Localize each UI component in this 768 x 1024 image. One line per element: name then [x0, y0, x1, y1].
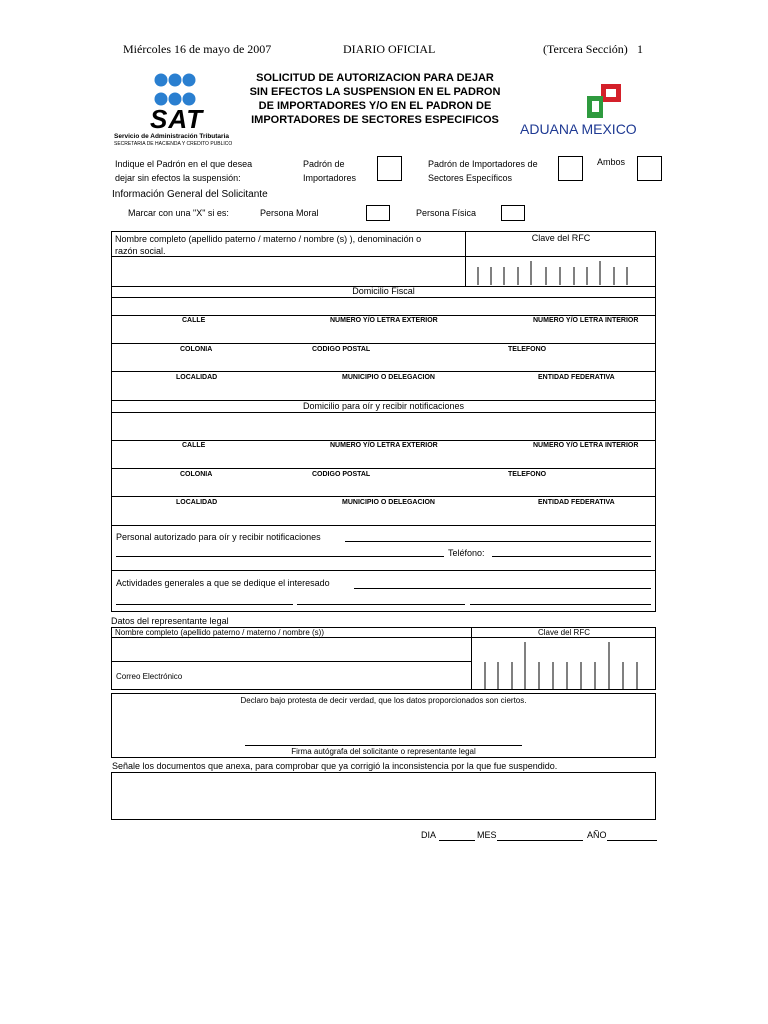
fiscal-municipio-label: MUNICIPIO O DELEGACION	[342, 374, 435, 381]
title-line-3: DE IMPORTADORES Y/O EN EL PADRON DE	[258, 100, 492, 112]
opt1-line1: Padrón de	[303, 159, 345, 169]
checkbox-persona-fisica[interactable]	[501, 205, 525, 221]
general-info-heading: Información General del Solicitante	[112, 189, 268, 200]
legal-rep-email-label: Correo Electrónico	[116, 672, 183, 681]
legal-rep-rfc-field[interactable]	[472, 638, 655, 689]
header-publication: DIARIO OFICIAL	[343, 42, 436, 56]
authorized-phone-input[interactable]	[492, 556, 651, 557]
date-dia-label: DIA	[421, 830, 437, 840]
checkbox-padron-importadores[interactable]	[377, 156, 402, 181]
fiscal-calle-label: CALLE	[182, 317, 206, 324]
fiscal-rule-3	[111, 343, 656, 344]
authorized-label: Personal autorizado para oír y recibir notificaciones	[116, 532, 321, 542]
notif-rule-5	[111, 525, 656, 526]
aduana-logo	[518, 84, 653, 140]
notif-num-int-label: NUMERO Y/O LETRA INTERIOR	[533, 442, 639, 449]
fiscal-cp-label: CODIGO POSTAL	[312, 346, 371, 353]
sat-dots-icon	[152, 72, 198, 108]
sat-line1: Servicio de Administración Tributaria	[114, 133, 229, 140]
notif-num-ext-label: NUMERO Y/O LETRA EXTERIOR	[330, 442, 438, 449]
legal-rep-rfc-ticks	[472, 638, 655, 689]
fiscal-entidad-label: ENTIDAD FEDERATIVA	[538, 374, 615, 381]
notif-localidad-field[interactable]	[112, 481, 655, 496]
signature-line[interactable]	[245, 745, 522, 746]
opt1-line2: Importadores	[303, 173, 357, 183]
notif-calle-label: CALLE	[182, 442, 206, 449]
activities-input-4[interactable]	[470, 604, 651, 605]
title-line-1: SOLICITUD DE AUTORIZACION PARA DEJAR	[256, 72, 494, 84]
opt2-line2: Sectores Específicos	[428, 173, 513, 183]
applicant-name-field[interactable]	[112, 257, 464, 285]
legal-rep-name-field[interactable]	[112, 638, 470, 660]
notif-heading: Domicilio para oír y recibir notificaciones	[302, 401, 465, 411]
notif-rule-2	[111, 440, 656, 441]
fiscal-calle-field[interactable]	[112, 298, 655, 314]
notif-rule-4	[111, 496, 656, 497]
date-anio-input[interactable]	[607, 840, 657, 841]
option-sectores-especificos	[428, 157, 538, 185]
fiscal-heading: Domicilio Fiscal	[352, 286, 415, 296]
authorized-rule-bottom	[111, 570, 656, 571]
activities-input-2[interactable]	[116, 604, 293, 605]
page-header	[123, 42, 643, 58]
documents-label: Señale los documentos que anexa, para comprobar que ya corrigió la inconsistencia por la que fue suspendido.	[112, 761, 558, 771]
header-date: Miércoles 16 de mayo de 2007	[123, 42, 272, 56]
authorized-name-input[interactable]	[345, 541, 651, 542]
notif-rule-3	[111, 468, 656, 469]
date-anio-label: AÑO	[587, 830, 607, 840]
padron-instruction-line1: Indique el Padrón en el que desea	[115, 159, 253, 169]
padron-instruction-line2: dejar sin efectos la suspensión:	[115, 173, 241, 183]
checkbox-persona-moral[interactable]	[366, 205, 390, 221]
authorized-name-input-2[interactable]	[116, 556, 444, 557]
applicant-name-label	[115, 233, 465, 257]
fiscal-localidad-label: LOCALIDAD	[176, 374, 218, 381]
date-mes-label: MES	[477, 830, 497, 840]
fiscal-rule-4	[111, 371, 656, 372]
checkbox-ambos[interactable]	[637, 156, 662, 181]
padron-instruction	[115, 157, 252, 185]
documents-field[interactable]	[111, 772, 656, 820]
date-dia-input[interactable]	[439, 840, 475, 841]
aduana-text: ADUANA MEXICO	[520, 121, 637, 137]
declaration-text: Declaro bajo protesta de decir verdad, que los datos proporcionados son ciertos.	[240, 696, 527, 705]
title-line-4: IMPORTADORES DE SECTORES ESPECIFICOS	[251, 114, 499, 126]
option-padron-importadores	[303, 157, 356, 185]
sat-line2: SECRETARIA DE HACIENDA Y CREDITO PUBLICO	[114, 141, 233, 147]
sat-wordmark: SAT	[150, 104, 204, 134]
sat-logo	[110, 72, 240, 152]
applicant-rfc-ticks	[466, 257, 655, 285]
persona-fisica-label: Persona Física	[416, 208, 477, 218]
applicant-name-label-line2: razón social.	[115, 246, 166, 256]
fiscal-localidad-field[interactable]	[112, 356, 655, 371]
mark-x-label: Marcar con una "X" si es:	[128, 208, 229, 218]
authorized-phone-label: Teléfono:	[448, 548, 485, 558]
activities-label: Actividades generales a que se dedique el interesado	[116, 578, 330, 588]
applicant-name-label-line1: Nombre completo (apellido paterno / materno / nombre (s) ), denominación o	[115, 234, 422, 244]
option-ambos: Ambos	[597, 157, 626, 167]
header-page-number: 1	[637, 42, 643, 56]
legal-rep-email-field[interactable]	[190, 662, 470, 689]
opt2-line1: Padrón de Importadores de	[428, 159, 538, 169]
legal-rep-name-label: Nombre completo (apellido paterno / materno / nombre (s))	[115, 628, 324, 637]
form-title	[240, 71, 510, 127]
signature-label: Firma autógrafa del solicitante o representante legal	[291, 747, 476, 756]
checkbox-sectores-especificos[interactable]	[558, 156, 583, 181]
date-mes-input[interactable]	[497, 840, 583, 841]
legal-rep-heading: Datos del representante legal	[111, 616, 229, 626]
header-section: (Tercera Sección)	[543, 42, 628, 56]
fiscal-colonia-field[interactable]	[112, 327, 655, 343]
notif-cp-label: CODIGO POSTAL	[312, 471, 371, 478]
fiscal-telefono-label: TELEFONO	[508, 346, 547, 353]
notif-colonia-label: COLONIA	[180, 471, 213, 478]
activities-input-3[interactable]	[297, 604, 465, 605]
notif-telefono-label: TELEFONO	[508, 471, 547, 478]
notif-colonia-field[interactable]	[112, 452, 655, 468]
notif-entidad-label: ENTIDAD FEDERATIVA	[538, 499, 615, 506]
title-line-2: SIN EFECTOS LA SUSPENSION EN EL PADRON	[249, 86, 501, 98]
fiscal-num-ext-label: NUMERO Y/O LETRA EXTERIOR	[330, 317, 438, 324]
aduana-emblem-icon	[587, 84, 621, 118]
fiscal-colonia-label: COLONIA	[180, 346, 213, 353]
legal-rep-rfc-label: Clave del RFC	[537, 628, 590, 637]
fiscal-num-int-label: NUMERO Y/O LETRA INTERIOR	[533, 317, 639, 324]
sat-dot-group	[155, 74, 196, 106]
persona-moral-label: Persona Moral	[260, 208, 319, 218]
notif-municipio-label: MUNICIPIO O DELEGACION	[342, 499, 435, 506]
activities-input-1[interactable]	[354, 588, 651, 589]
notif-localidad-label: LOCALIDAD	[176, 499, 218, 506]
fiscal-rule-2	[111, 315, 656, 316]
applicant-rfc-label: Clave del RFC	[531, 233, 591, 243]
notif-calle-field[interactable]	[112, 413, 655, 439]
applicant-rfc-field[interactable]	[466, 257, 655, 285]
